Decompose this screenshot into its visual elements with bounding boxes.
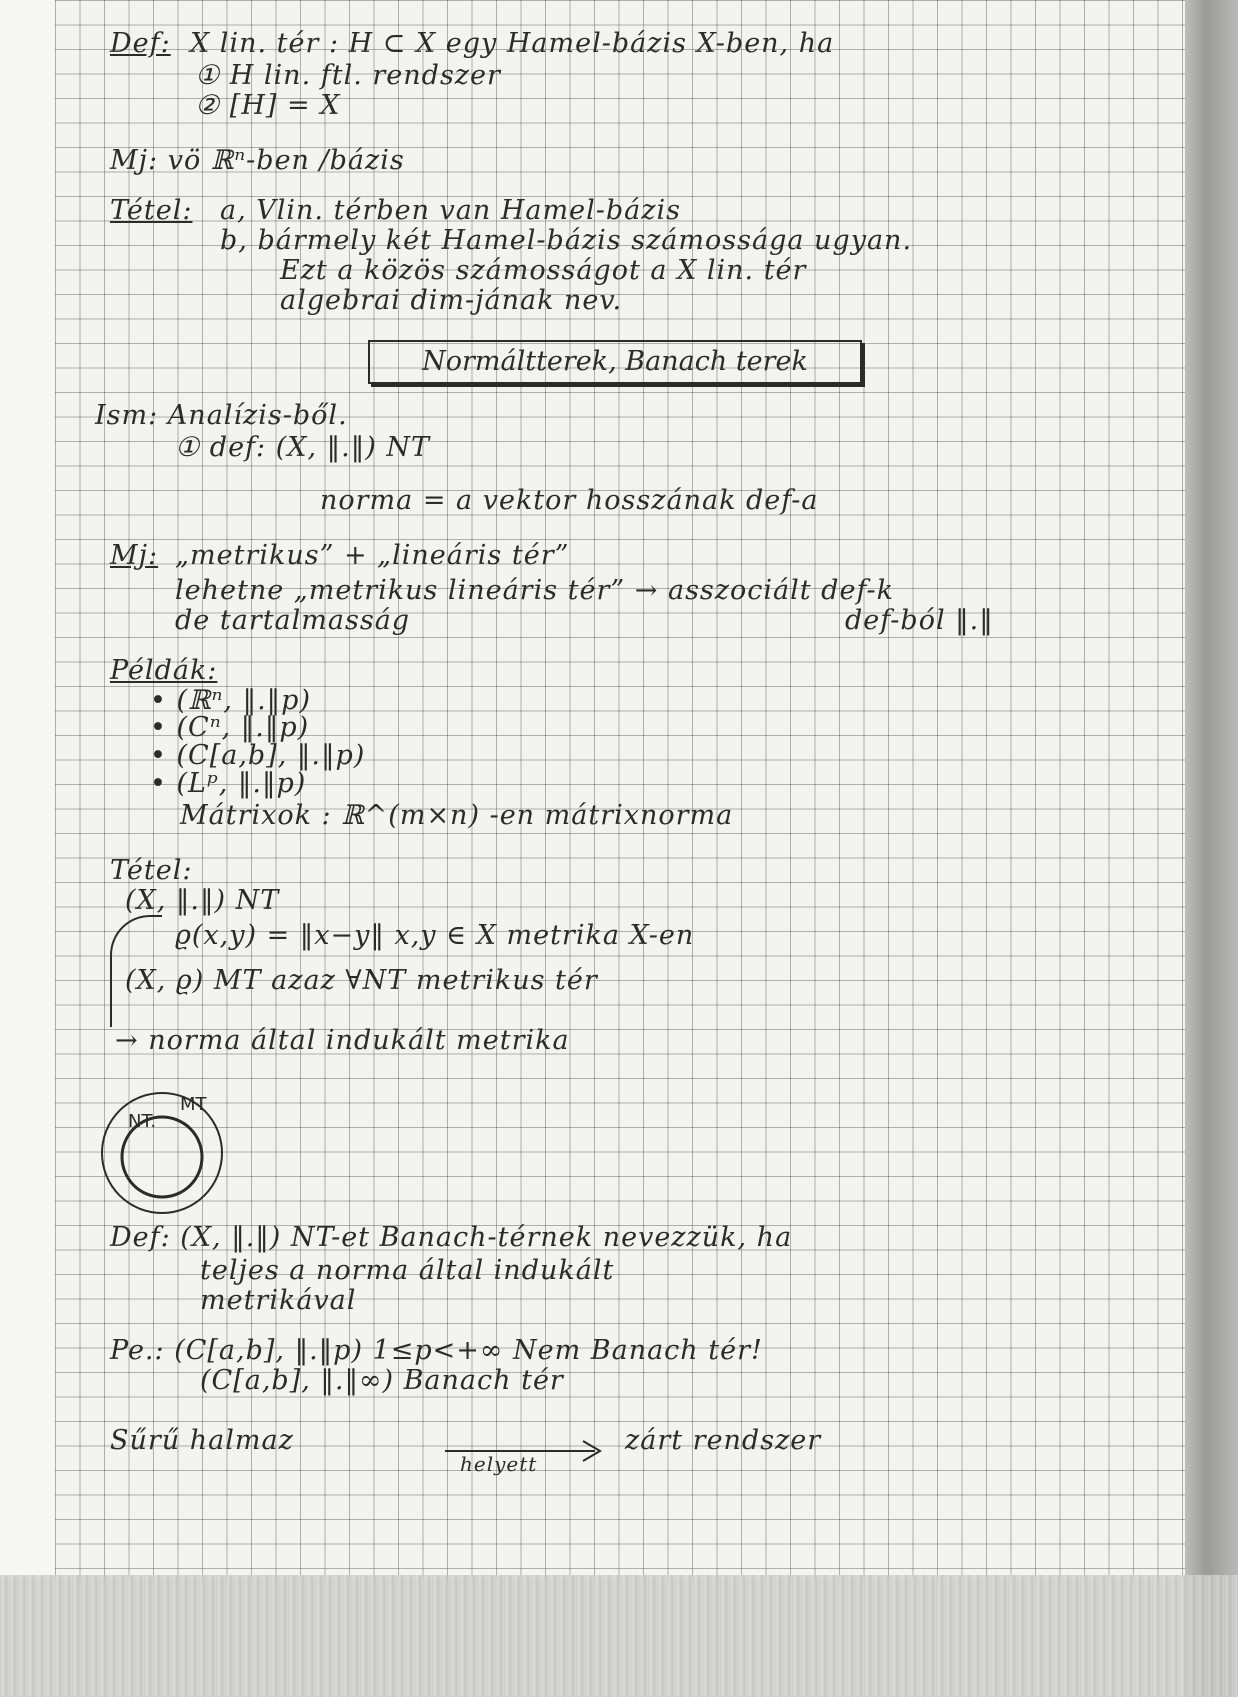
pe-line: Pe.: (C[a,b], ‖.‖p) 1≤p<+∞ Nem Banach tér! [110, 1335, 763, 1366]
tetel1-a: a, Vlin. térben van Hamel-bázis [220, 195, 681, 226]
section-title-box [368, 340, 862, 384]
tetel1-c: Ezt a közös számosságot a X lin. tér [280, 255, 807, 286]
pelda-2: • (Cⁿ, ‖.‖p) [150, 712, 310, 743]
pe-line-b: (C[a,b], ‖.‖∞) Banach tér [200, 1365, 564, 1396]
section-title: Normáltterek, Banach terek [422, 346, 808, 377]
tetel2-a: (X, ‖.‖) NT [125, 885, 280, 916]
tetel2-d: → norma által indukált metrika [115, 1025, 570, 1056]
pelda-1: • (ℝⁿ, ‖.‖p) [150, 685, 311, 716]
mj2-line-d: def-ból ‖.‖ [845, 605, 994, 636]
def1-line: X lin. tér : H ⊂ X egy Hamel-bázis X-ben, ha [190, 28, 835, 59]
mj-line: Mj: vö ℝⁿ-ben /bázis [110, 145, 405, 176]
peldak-heading: Példák: [110, 655, 218, 686]
tetel1-heading: Tétel: [110, 195, 193, 226]
norma-line: norma = a vektor hosszának def-a [320, 485, 819, 516]
mt-nt-diagram [100, 1075, 240, 1225]
tetel2-b: ϱ(x,y) = ‖x−y‖ x,y ∈ X metrika X-en [175, 920, 695, 951]
tetel1-d: algebrai dim-jának nev. [280, 285, 623, 316]
mt-label: MT [180, 1094, 207, 1115]
mj2-line: „metrikus” + „lineáris tér” [175, 540, 570, 571]
tetel2-c: (X, ϱ) MT azaz ∀NT metrikus tér [125, 965, 598, 996]
tetel2-heading: Tétel: [110, 855, 193, 886]
tetel1-b: b, bármely két Hamel-bázis számossága ugyan. [220, 225, 913, 256]
pelda-4: • (Lᵖ, ‖.‖p) [150, 768, 307, 799]
def1-condition-2: ② [H] = X [195, 90, 341, 121]
ism-def: ① def: (X, ‖.‖) NT [175, 432, 430, 463]
def2-line-c: metrikával [200, 1285, 357, 1316]
nt-label: NT. [128, 1111, 157, 1132]
def2-line: Def: (X, ‖.‖) NT-et Banach-térnek nevezzük, ha [110, 1222, 793, 1253]
pelda-5: Mátrixok : ℝ^(m×n) -en mátrixnorma [180, 800, 734, 831]
def2-line-b: teljes a norma által indukált [200, 1255, 615, 1286]
left-margin [0, 0, 55, 1580]
mj2-line-c: de tartalmasság [175, 605, 411, 636]
def1-condition-1: ① H lin. ftl. rendszer [195, 60, 501, 91]
suru-line-b: zárt rendszer [625, 1425, 822, 1456]
pelda-3: • (C[a,b], ‖.‖p) [150, 740, 366, 771]
ism-line: Ism: Analízis-ből. [95, 400, 348, 431]
sheet-edge [1185, 0, 1238, 1697]
suru-line-c: helyett [460, 1452, 538, 1476]
suru-line: Sűrű halmaz [110, 1425, 294, 1456]
mj2-heading: Mj: [110, 540, 159, 571]
def1-heading: Def: [110, 28, 171, 59]
mj2-line-b: lehetne „metrikus lineáris tér” → asszociált def-k [175, 575, 894, 606]
scan-bottom-shade [0, 1575, 1238, 1697]
